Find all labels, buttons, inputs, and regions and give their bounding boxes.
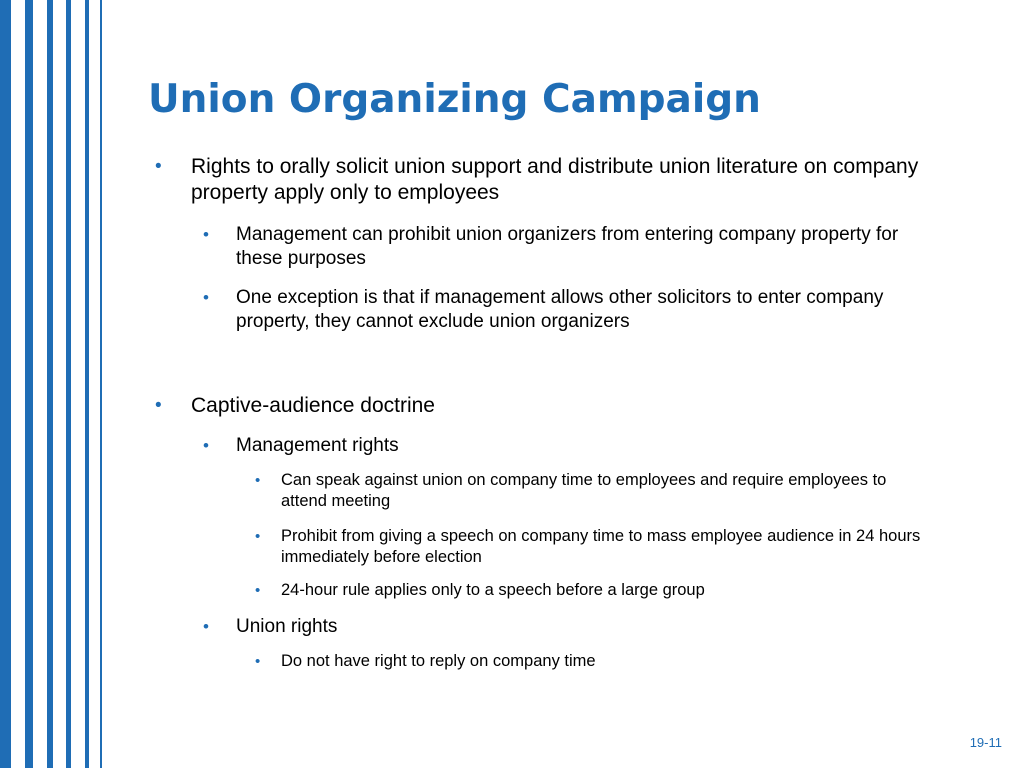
bullet-item-level3: 24-hour rule applies only to a speech before a large group [281,581,705,599]
bullet-item-level3: Prohibit from giving a speech on company time to mass employee audience in 24 hours immediately before election [281,527,921,566]
bullet-marker: • [255,472,261,489]
slide-title: Union Organizing Campaign [148,77,761,122]
page-number: 19-11 [969,735,1002,750]
bullet-item-level2: One exception is that if management allows other solicitors to enter company property, they cannot exclude union organizers [236,287,884,332]
bullet-marker: • [203,225,209,244]
bullet-item-level2: Management rights [236,435,399,456]
bullet-item-level2: Management can prohibit union organizers from entering company property for these purposes [236,224,899,269]
bullet-item-level1: Captive-audience doctrine [191,394,435,417]
bullet-marker: • [203,288,209,307]
bullet-item-level2: Union rights [236,616,338,637]
bullet-marker: • [255,582,261,599]
bullet-marker: • [255,653,261,670]
bullet-marker: • [155,156,162,177]
bullet-marker: • [155,395,162,416]
bullet-item-level3: Do not have right to reply on company time [281,652,596,670]
bullet-marker: • [255,528,261,545]
bullet-marker: • [203,617,209,636]
bullet-marker: • [203,436,209,455]
bullet-item-level3: Can speak against union on company time to employees and require employees to attend meeting [281,471,887,510]
bullet-item-level1: Rights to orally solicit union support and distribute union literature on company property apply only to employees [191,155,919,204]
